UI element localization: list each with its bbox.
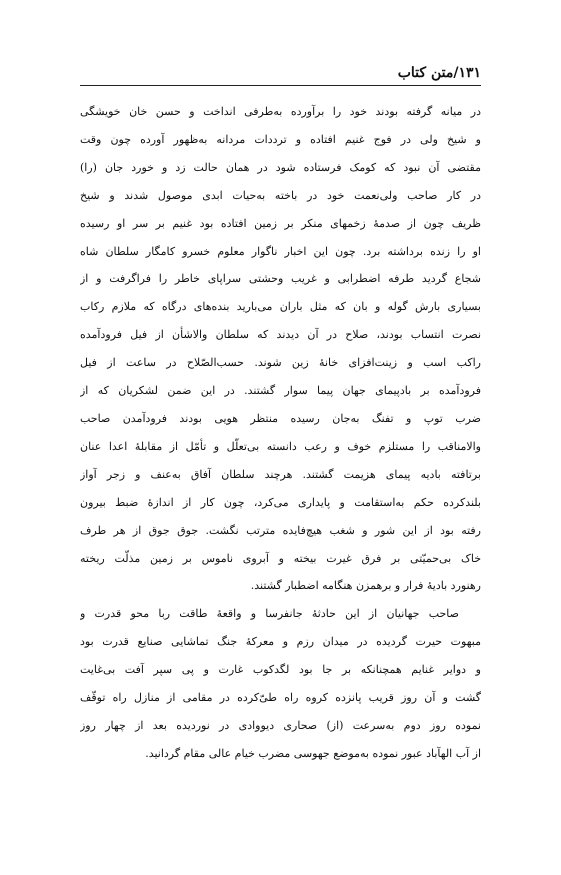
text-line: خاک بی‌حمیّتی بر فرق غیرت بیخته و آبروی ناموس بر زمین مذلّت ریخته [80,551,481,565]
text-line: در کار صاحب ولی‌نعمت خود در باخته به‌حیات ابدی موصول شدند و شیخ [80,188,481,202]
paragraph-1 [80,98,481,600]
text-line: نموده روز دوم به‌سرعت (از) صحاری دیووادی در نوردیده بعد از چهار روز [80,718,481,732]
text-line: بلندکرده حکم به‌استقامت و پایداری می‌کرد، چون کار از اندازهٔ ضبط بیرون [80,495,481,509]
running-head: ۱۳۱/متن کتاب [397,65,481,81]
text-line: راکب اسب و زینت‌افزای خانهٔ زین شوند. حسب‌الصّلاح در ساعت از فیل [80,356,481,370]
text-line: گشت و آن روز قریب پانزده کروه راه طیّ‌کرده در مقامی از منازل راه توقّف [80,691,481,705]
text-line: بسیاری بارش گوله و بان که مثل باران می‌بارید بنده‌های درگاه که ملازم رکاب [80,300,481,314]
text-line: و شیخ ولی در فوج غنیم افتاده و ترددات مردانه به‌ظهور آورده چون وقت [80,132,481,146]
text-line: در میانه گرفته بودند خود را برآورده به‌طرفی انداخت و حسن خان خویشگی [80,105,481,118]
text-line: والامناقب را مستلزم خوف و رعب دانسته بی‌تعلّل و تأمّل از مقابلهٔ اعدا عنان [80,439,481,453]
text-line: برتافته بادیه پیمای هزیمت گشتند. هرچند سلطان آفاق به‌عنف و زجر آواز [80,467,481,481]
text-line: مبهوت حیرت گردیده در میدان رزم و معرکهٔ جنگ تماشایی صنایع قدرت بود [80,635,481,649]
text-line: ظریف چون از صدمهٔ زخمهای منکر بر زمین افتاده بود غنیم بر سر او رسیده [80,216,481,230]
text-line: مقتضی آن نبود که کومک فرستاده شود در همان حالت زد و خورد جان (را) [80,160,481,174]
text-line: نصرت انتساب بودند، صلاح در آن دیدند که سلطان والاشأن از فیل فرودآمده [80,328,481,342]
text-line: صاحب جهانیان از این حادثهٔ جانفرسا و واقعهٔ طاقت ربا محو قدرت و [80,607,459,621]
text-line: رفته بود از این شور و شغب هیچ‌فایده مترتب نگشت. جوق جوق از هر طرف [80,523,481,537]
text-line: ضرب توپ و تفنگ به‌جان رسیده منتظر هویی بودند فرودآمدن صاحب [80,411,481,425]
paragraph-2 [80,600,481,767]
text-line: از آب الهآباد عبور نموده به‌موضع جهوسی مضرب خیام عالی مقام گردانید. [145,746,481,760]
text-line: او را زنده برداشته برد. چون این اخبار ناگوار معلوم خسرو کامگار سلطان شاه [80,244,481,258]
text-line: رهنورد بادیهٔ فرار و برهمزن هنگامه اضطبار گشتند. [250,579,481,593]
body-text [80,98,481,768]
text-line: شجاع گردید طرفه اضطرابی و غریب وحشتی سراپای خاطر را فراگرفت و از [80,272,481,286]
text-line: فرودآمده بر بادپیمای جهان پیما سوار گشتند. در این ضمن لشکریان که از [80,384,481,398]
header-rule [80,85,481,86]
text-line: و دوایر غنایم همچنانکه بر جا بود لگدکوب غارت و پی سپر آفت بی‌غایت [80,663,481,677]
